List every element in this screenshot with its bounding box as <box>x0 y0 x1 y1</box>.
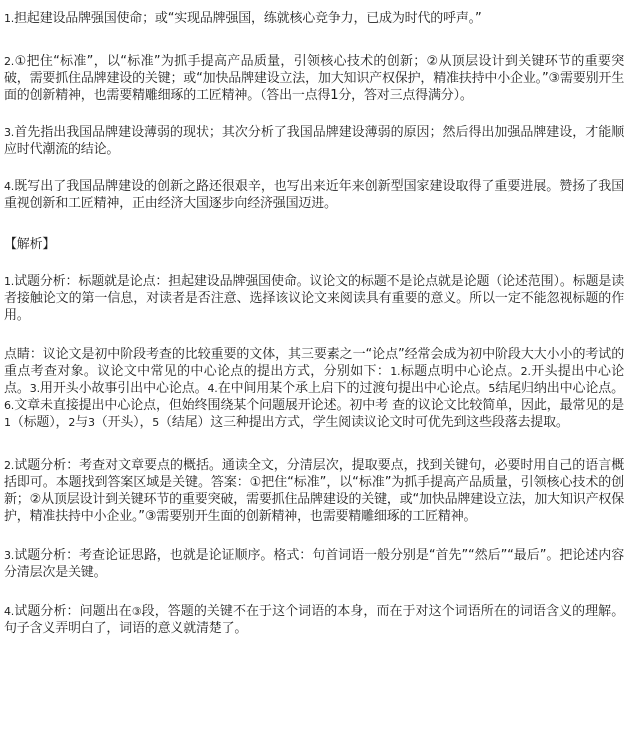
answer-2: 2.①把住“标准”，以“标准”为抓手提高产品质量，引领核心技术的创新；②从顶层设计到关键环节的重要突破，需要抓住品牌建设的关键；或“加快品牌建设立法，加大知识产权保护，精准扶持中小企业。”③需要别开生面的创新精神，也需要精雕细琢的工匠精神。（答出一点得1分，答对三点得满分）。 <box>4 54 624 103</box>
answer-4: 4.既写出了我国品牌建设的创新之路还很艰辛，也写出来近年来创新型国家建设取得了重要进展。赞扬了我国重视创新和工匠精神，正由经济大国逐步向经济强国迈进。 <box>4 179 624 211</box>
answer-3: 3.首先指出我国品牌建设薄弱的现状；其次分析了我国品牌建设薄弱的原因；然后得出加强品牌建设，才能顺应时代潮流的结论。 <box>4 125 624 157</box>
dianjing-paragraph: 点睛：议论文是初中阶段考查的比较重要的文体，其三要素之一“论点”经常会成为初中阶段大大小小的考试的重点考查对象。议论文中常见的中心论点的提出方式，分别如下：1.标题点明中心论点。2.开头提出中心论点。3.用开头小故事引出中心论点。4.在中间用某个承上启下的过渡句提出中心论点。5结尾归纳出中心论点。6.文章未直接提出中心论点，但始终围绕某个问题展开论述。初中考 查的议论文比较简单，因此，最常见的是1（标题），2与3（开头），5（结尾）这三种提出方式，学生阅读议论文时可优先到这些段落去提取。 <box>4 347 624 430</box>
analysis-3: 3.试题分析：考查论证思路，也就是论证顺序。格式：句首词语一般分别是“首先”“然后”“最后”。把论述内容分清层次是关键。 <box>4 548 624 580</box>
answer-1: 1.担起建设品牌强国使命；或“实现品牌强国，练就核心竞争力，已成为时代的呼声。” <box>4 11 482 26</box>
analysis-4: 4.试题分析：问题出在③段，答题的关键不在于这个词语的本身，而在于对这个词语所在的词语含义的理解。句子含义弄明白了，词语的意义就清楚了。 <box>4 604 624 636</box>
analysis-1: 1.试题分析：标题就是论点：担起建设品牌强国使命。议论文的标题不是论点就是论题（论述范围）。标题是读者接触论文的第一信息，对读者是否注意、选择该议论文来阅读具有重要的意义。所以一定不能忽视标题的作用。 <box>4 274 624 323</box>
analysis-heading: 【解析】 <box>4 237 56 252</box>
analysis-2: 2.试题分析：考查对文章要点的概括。通读全文，分清层次，提取要点，找到关键句，必要时用自己的语言概括即可。本题找到答案区域是关键。答案：①把住“标准”，以“标准”为抓手提高产品质量，引领核心技术的创新；②从顶层设计到关键环节的重要突破，需要抓住品牌建设的关键，或“加快品牌建设立法，加大知识产权保护，精准扶持中小企业。”③需要别开生面的创新精神，也需要精雕细琢的工匠精神。 <box>4 458 624 524</box>
circled-number: ③ <box>131 605 142 618</box>
